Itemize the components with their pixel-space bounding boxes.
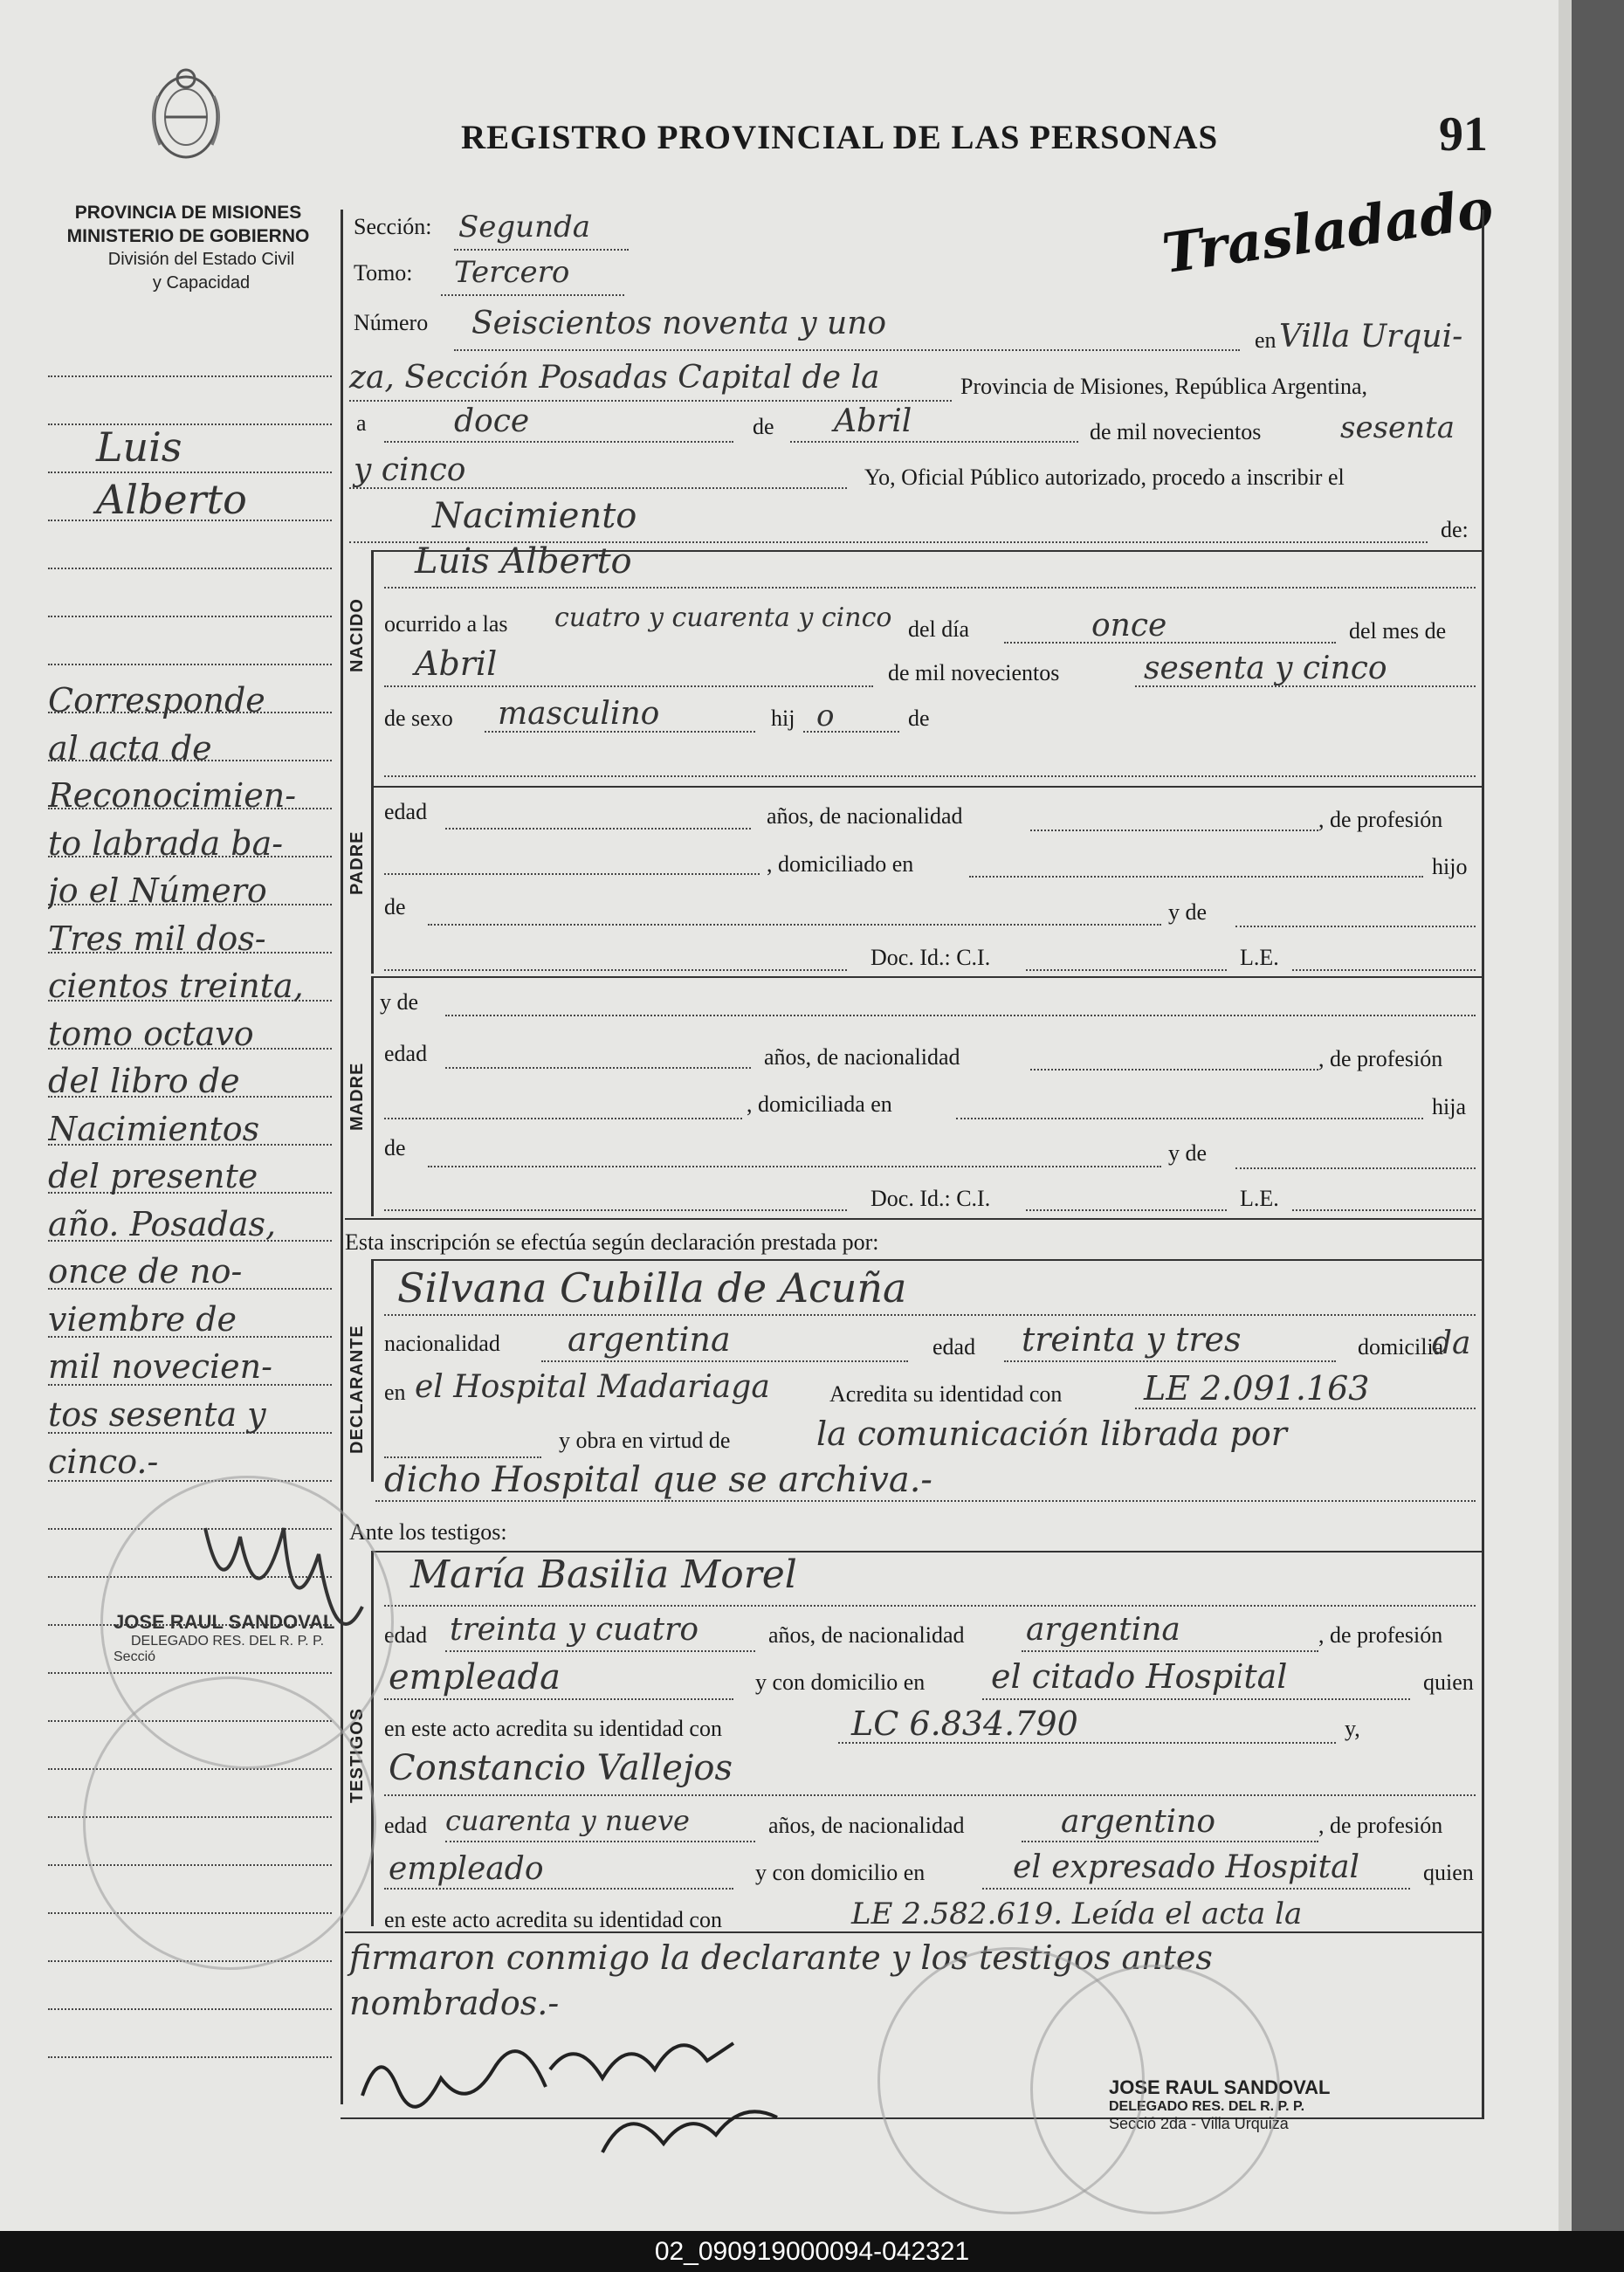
page-number: 91 bbox=[1439, 107, 1488, 162]
line-testigo2-edad bbox=[445, 1841, 755, 1842]
margin-ruled-line bbox=[48, 2056, 332, 2058]
label-ante-testigos: Ante los testigos: bbox=[349, 1519, 507, 1545]
label-de-hij: de bbox=[908, 706, 930, 731]
margin-ruled-line bbox=[48, 472, 332, 473]
line-declarante bbox=[384, 1314, 1476, 1316]
madre-line-edad bbox=[445, 1067, 751, 1069]
label-decl-en: en bbox=[384, 1380, 406, 1405]
field-decl-virtud-cont: dicho Hospital que se archiva.- bbox=[384, 1460, 932, 1500]
margin-note-line: Reconocimien- bbox=[48, 776, 297, 815]
signature-testigo-2 bbox=[594, 2083, 795, 2170]
madre-line-y-de bbox=[445, 1015, 1476, 1016]
madre-line-ci bbox=[1026, 1209, 1227, 1211]
label-hij: hij bbox=[771, 706, 795, 731]
label-de-mil-nov-2: de mil novecientos bbox=[888, 660, 1060, 685]
line-anio-cont bbox=[349, 487, 847, 489]
line-testigo1-dom bbox=[982, 1698, 1410, 1700]
label-testigo2-edad: edad bbox=[384, 1813, 428, 1838]
image-id-footer: 02_090919000094-042321 bbox=[0, 2231, 1624, 2272]
field-decl-edad: treinta y tres bbox=[1022, 1320, 1242, 1359]
line-dia bbox=[384, 441, 733, 443]
line-anio-nac bbox=[1135, 685, 1476, 687]
madre-line-y-de-2 bbox=[1235, 1167, 1476, 1169]
margin-name-line-1: Luis bbox=[96, 423, 182, 471]
madre-line-prof bbox=[384, 1118, 742, 1119]
madre-label-doc-id: Doc. Id.: C.I. bbox=[870, 1186, 991, 1211]
madre-label-le: L.E. bbox=[1240, 1186, 1279, 1211]
right-border bbox=[1482, 210, 1484, 2117]
label-testigo2-anios-nac: años, de nacionalidad bbox=[768, 1813, 965, 1838]
line-testigo1-nac bbox=[1022, 1650, 1318, 1652]
line-numero bbox=[454, 349, 1240, 351]
field-cierre-1: firmaron conmigo la declarante y los testigos antes bbox=[349, 1938, 1213, 1977]
label-decl-acredita: Acredita su identidad con bbox=[829, 1381, 1063, 1407]
madre-bottom-border bbox=[345, 1218, 1482, 1220]
line-testigo2-dom bbox=[982, 1888, 1410, 1890]
madre-label-de: de bbox=[384, 1135, 406, 1160]
line-testigo2-nac bbox=[1022, 1841, 1318, 1842]
label-yo-oficial: Yo, Oficial Público autorizado, procedo a inscribir el bbox=[864, 465, 1345, 490]
margin-note-line: jo el Número bbox=[48, 871, 267, 910]
margin-note-line: cinco.- bbox=[48, 1442, 159, 1481]
label-testigo1-domicilio: y con domicilio en bbox=[755, 1670, 926, 1695]
nacido-side-border bbox=[371, 550, 374, 786]
label-de-mil-nov: de mil novecientos bbox=[1090, 419, 1262, 444]
testigos-bottom-border bbox=[345, 1931, 1482, 1933]
label-testigo1-profesion: , de profesión bbox=[1318, 1622, 1443, 1648]
margin-note-line: mil novecien- bbox=[48, 1347, 272, 1386]
field-decl-documento: LE 2.091.163 bbox=[1144, 1369, 1370, 1408]
line-seccion bbox=[454, 249, 629, 251]
side-label-declarante: DECLARANTE bbox=[348, 1325, 367, 1454]
label-de-colon: de: bbox=[1441, 517, 1469, 542]
line-sexo bbox=[485, 731, 755, 733]
line-lugar bbox=[349, 400, 952, 402]
field-mes-nac: Abril bbox=[415, 644, 498, 683]
officer-right-title: DELEGADO RES. DEL R. P. P. bbox=[1109, 2099, 1305, 2114]
label-testigo2-acredita: en este acto acredita su identidad con bbox=[384, 1907, 722, 1932]
binding-edge bbox=[1572, 0, 1624, 2231]
field-testigo2-domicilio: el expresado Hospital bbox=[1013, 1849, 1360, 1885]
padre-label-doc-id: Doc. Id.: C.I. bbox=[870, 945, 991, 970]
authority-block bbox=[42, 201, 334, 295]
label-en: en bbox=[1255, 327, 1276, 353]
officer-left-section: Secció bbox=[114, 1649, 156, 1664]
line-tomo bbox=[441, 294, 624, 296]
label-provincia: Provincia de Misiones, República Argentina, bbox=[960, 374, 1367, 399]
coat-of-arms-seal bbox=[144, 61, 228, 166]
label-decl-nacionalidad: nacionalidad bbox=[384, 1331, 500, 1356]
authority-line-1: PROVINCIA DE MISIONES bbox=[74, 203, 302, 223]
padre-line-domicilio bbox=[969, 876, 1423, 878]
field-tomo: Tercero bbox=[454, 255, 570, 290]
side-label-madre: MADRE bbox=[348, 1062, 367, 1131]
field-testigo1-nacionalidad: argentina bbox=[1026, 1612, 1180, 1648]
madre-label-y-de-2: y de bbox=[1168, 1140, 1208, 1166]
padre-line-doc bbox=[384, 969, 847, 971]
label-testigo1-quien: quien bbox=[1423, 1670, 1474, 1695]
field-testigo2-profesion: empleado bbox=[389, 1851, 544, 1887]
label-decl-edad: edad bbox=[932, 1334, 976, 1360]
madre-label-hija: hija bbox=[1432, 1094, 1466, 1119]
field-anio: sesenta bbox=[1340, 410, 1455, 445]
round-seal-bottom-right bbox=[1030, 1965, 1280, 2214]
line-mes bbox=[790, 441, 1078, 443]
margin-note-line: Nacimientos bbox=[48, 1109, 260, 1148]
label-de-mes: de bbox=[753, 414, 774, 439]
officer-right-name: JOSE RAUL SANDOVAL bbox=[1109, 2076, 1331, 2098]
field-hij-suffix: o bbox=[816, 699, 835, 733]
line-testigo1-prof bbox=[384, 1698, 733, 1700]
madre-top-border bbox=[371, 976, 1482, 978]
label-de-sexo: de sexo bbox=[384, 706, 453, 731]
officer-left-title: DELEGADO RES. DEL R. P. P. bbox=[131, 1634, 325, 1649]
page-title: REGISTRO PROVINCIAL DE LAS PERSONAS bbox=[461, 119, 1219, 156]
field-acto: Nacimiento bbox=[432, 496, 637, 536]
line-mes-nac bbox=[384, 685, 873, 687]
label-tomo: Tomo: bbox=[354, 260, 413, 286]
label-testigo2-domicilio: y con domicilio en bbox=[755, 1860, 926, 1885]
field-dia-nac: once bbox=[1091, 608, 1167, 644]
authority-line-4: y Capacidad bbox=[152, 273, 251, 293]
margin-note-line: Corresponde bbox=[48, 681, 265, 719]
margin-ruled-line bbox=[48, 616, 332, 617]
field-decl-virtud: la comunicación librada por bbox=[816, 1415, 1287, 1453]
margin-note-line: tomo octavo bbox=[48, 1014, 254, 1053]
field-testigo2-nombre: Constancio Vallejos bbox=[389, 1748, 733, 1788]
padre-line-de bbox=[428, 924, 1161, 926]
padre-label-profesion: , de profesión bbox=[1318, 807, 1443, 832]
declarante-side-border bbox=[371, 1259, 374, 1482]
margin-ruled-line bbox=[48, 2008, 332, 2010]
signature-officer-left bbox=[188, 1502, 380, 1694]
madre-label-profesion: , de profesión bbox=[1318, 1046, 1443, 1071]
madre-label-domiciliada: , domiciliada en bbox=[747, 1091, 892, 1117]
label-testigo1-acredita: en este acto acredita su identidad con bbox=[384, 1716, 722, 1741]
margin-ruled-line bbox=[48, 664, 332, 665]
label-testigo2-profesion: , de profesión bbox=[1318, 1813, 1443, 1838]
field-numero: Seiscientos noventa y uno bbox=[471, 306, 887, 341]
label-a: a bbox=[356, 410, 367, 436]
authority-line-2: MINISTERIO DE GOBIERNO bbox=[66, 226, 310, 246]
line-nombre bbox=[384, 587, 1476, 589]
margin-note-line: del libro de bbox=[48, 1062, 240, 1100]
field-nombre: Luis Alberto bbox=[415, 541, 632, 582]
madre-line-domicilio bbox=[956, 1118, 1423, 1119]
side-label-padre: PADRE bbox=[348, 830, 367, 895]
padre-label-le: L.E. bbox=[1240, 945, 1279, 970]
round-seal-left-lower bbox=[83, 1676, 376, 1970]
line-decl-virtud-cont bbox=[375, 1500, 1476, 1502]
label-numero: Número bbox=[354, 310, 429, 335]
label-testigo1-anios-nac: años, de nacionalidad bbox=[768, 1622, 965, 1648]
line-testigo2-prof bbox=[384, 1888, 733, 1890]
officer-right-section: Secció 2da - Villa Urquiza bbox=[1109, 2115, 1289, 2132]
field-anio-cont: y cinco bbox=[354, 452, 466, 488]
madre-side-border bbox=[371, 976, 374, 1216]
field-anio-nac: sesenta y cinco bbox=[1144, 651, 1387, 686]
trasladado-annotation: Trasladado bbox=[1158, 176, 1497, 286]
padre-line-nac bbox=[1030, 830, 1318, 831]
padre-label-hijo: hijo bbox=[1432, 854, 1468, 879]
field-testigo1-domicilio: el citado Hospital bbox=[991, 1657, 1288, 1696]
label-inscripcion: Esta inscripción se efectúa según declaración prestada por: bbox=[345, 1229, 879, 1255]
field-decl-domicilio: da bbox=[1432, 1325, 1471, 1361]
madre-label-anios-nac: años, de nacionalidad bbox=[764, 1044, 960, 1070]
signature-declarante bbox=[354, 2034, 554, 2131]
field-testigo1-edad: treinta y cuatro bbox=[450, 1612, 698, 1648]
label-seccion: Sección: bbox=[354, 214, 432, 239]
padre-top-border bbox=[371, 786, 1482, 788]
margin-note-line: año. Posadas, bbox=[48, 1204, 277, 1243]
madre-line-nac bbox=[1030, 1069, 1318, 1071]
field-seccion: Segunda bbox=[458, 210, 591, 244]
padre-line-prof bbox=[384, 873, 760, 875]
label-testigo1-y: y, bbox=[1345, 1716, 1360, 1741]
margin-note-line: viembre de bbox=[48, 1299, 237, 1339]
line-testigo2-nombre bbox=[384, 1794, 1476, 1796]
madre-line-doc bbox=[384, 1209, 847, 1211]
field-declarante: Silvana Cubilla de Acuña bbox=[397, 1264, 907, 1312]
label-testigo2-quien: quien bbox=[1423, 1860, 1474, 1885]
padre-line-y-de bbox=[1235, 926, 1476, 927]
line-decl-doc bbox=[1135, 1408, 1476, 1409]
line-decl-blank bbox=[384, 1456, 541, 1458]
line-decl-nac bbox=[541, 1360, 908, 1362]
margin-note-line: once de no- bbox=[48, 1252, 243, 1291]
label-decl-domicilia: domicilia bbox=[1358, 1334, 1444, 1360]
madre-line-de bbox=[428, 1166, 1161, 1167]
margin-ruled-line bbox=[48, 423, 332, 425]
field-testigo1-documento: LC 6.834.790 bbox=[851, 1704, 1078, 1743]
line-nacido-blank bbox=[384, 775, 1476, 777]
officer-left-name: JOSE RAUL SANDOVAL bbox=[114, 1611, 335, 1633]
margin-note-line: Tres mil dos- bbox=[48, 919, 266, 958]
padre-label-anios-nac: años, de nacionalidad bbox=[767, 803, 963, 829]
margin-ruled-line bbox=[48, 375, 332, 377]
label-testigo1-edad: edad bbox=[384, 1622, 428, 1648]
margin-note-line: al acta de bbox=[48, 728, 212, 768]
field-en-lugar: Villa Urqui- bbox=[1279, 319, 1463, 355]
margin-note-line: del presente bbox=[48, 1157, 258, 1195]
padre-side-border bbox=[371, 786, 374, 974]
padre-line-le bbox=[1292, 969, 1476, 971]
field-mes: Abril bbox=[834, 403, 912, 439]
margin-note-line: cientos treinta, bbox=[48, 967, 304, 1005]
padre-line-edad bbox=[445, 828, 751, 830]
line-testigo1-edad bbox=[445, 1650, 755, 1652]
field-sexo: masculino bbox=[498, 696, 660, 732]
side-label-nacido: NACIDO bbox=[348, 598, 367, 672]
page-edge bbox=[1559, 0, 1572, 2231]
field-cierre-2: nombrados.- bbox=[349, 1984, 560, 2022]
padre-label-edad: edad bbox=[384, 799, 428, 824]
line-hij bbox=[803, 731, 899, 733]
declarante-top-border bbox=[371, 1259, 1482, 1261]
field-hora: cuatro y cuarenta y cinco bbox=[554, 602, 892, 633]
label-ocurrido: ocurrido a las bbox=[384, 611, 508, 637]
padre-line-ci bbox=[1026, 969, 1227, 971]
field-testigo2-documento: LE 2.582.619. Leída el acta la bbox=[851, 1897, 1303, 1931]
madre-label-edad: edad bbox=[384, 1041, 428, 1066]
line-dia-nac bbox=[1004, 642, 1336, 644]
field-testigo1-profesion: empleada bbox=[389, 1657, 561, 1697]
field-decl-nacionalidad: argentina bbox=[568, 1320, 731, 1359]
margin-ruled-line bbox=[48, 568, 332, 569]
margin-note-line: to labrada ba- bbox=[48, 823, 284, 863]
margin-note-line: tos sesenta y bbox=[48, 1394, 266, 1434]
line-decl-edad bbox=[1004, 1360, 1336, 1362]
authority-line-3: División del Estado Civil bbox=[107, 250, 295, 269]
field-decl-domicilio-cont: el Hospital Madariaga bbox=[415, 1369, 770, 1405]
field-testigo2-edad: cuarenta y nueve bbox=[445, 1804, 690, 1837]
line-testigo1-doc bbox=[838, 1742, 1336, 1744]
padre-label-de: de bbox=[384, 894, 406, 919]
line-testigo1-nombre bbox=[384, 1605, 1476, 1607]
field-testigo1-nombre: María Basilia Morel bbox=[410, 1553, 797, 1597]
label-del-mes-de: del mes de bbox=[1349, 618, 1447, 644]
field-dia: doce bbox=[454, 403, 530, 439]
madre-line-le bbox=[1292, 1209, 1476, 1211]
side-label-testigos: TESTIGOS bbox=[348, 1707, 367, 1803]
margin-name-line-2: Alberto bbox=[96, 476, 247, 523]
madre-label-y-de: y de bbox=[380, 989, 419, 1015]
field-testigo2-nacionalidad: argentino bbox=[1061, 1804, 1216, 1840]
padre-label-y-de: y de bbox=[1168, 899, 1208, 925]
field-lugar-cont: za, Sección Posadas Capital de la bbox=[349, 360, 880, 396]
label-decl-virtud: y obra en virtud de bbox=[559, 1428, 731, 1453]
padre-label-domiciliado: , domiciliado en bbox=[767, 851, 914, 877]
label-del-dia: del día bbox=[908, 616, 970, 642]
